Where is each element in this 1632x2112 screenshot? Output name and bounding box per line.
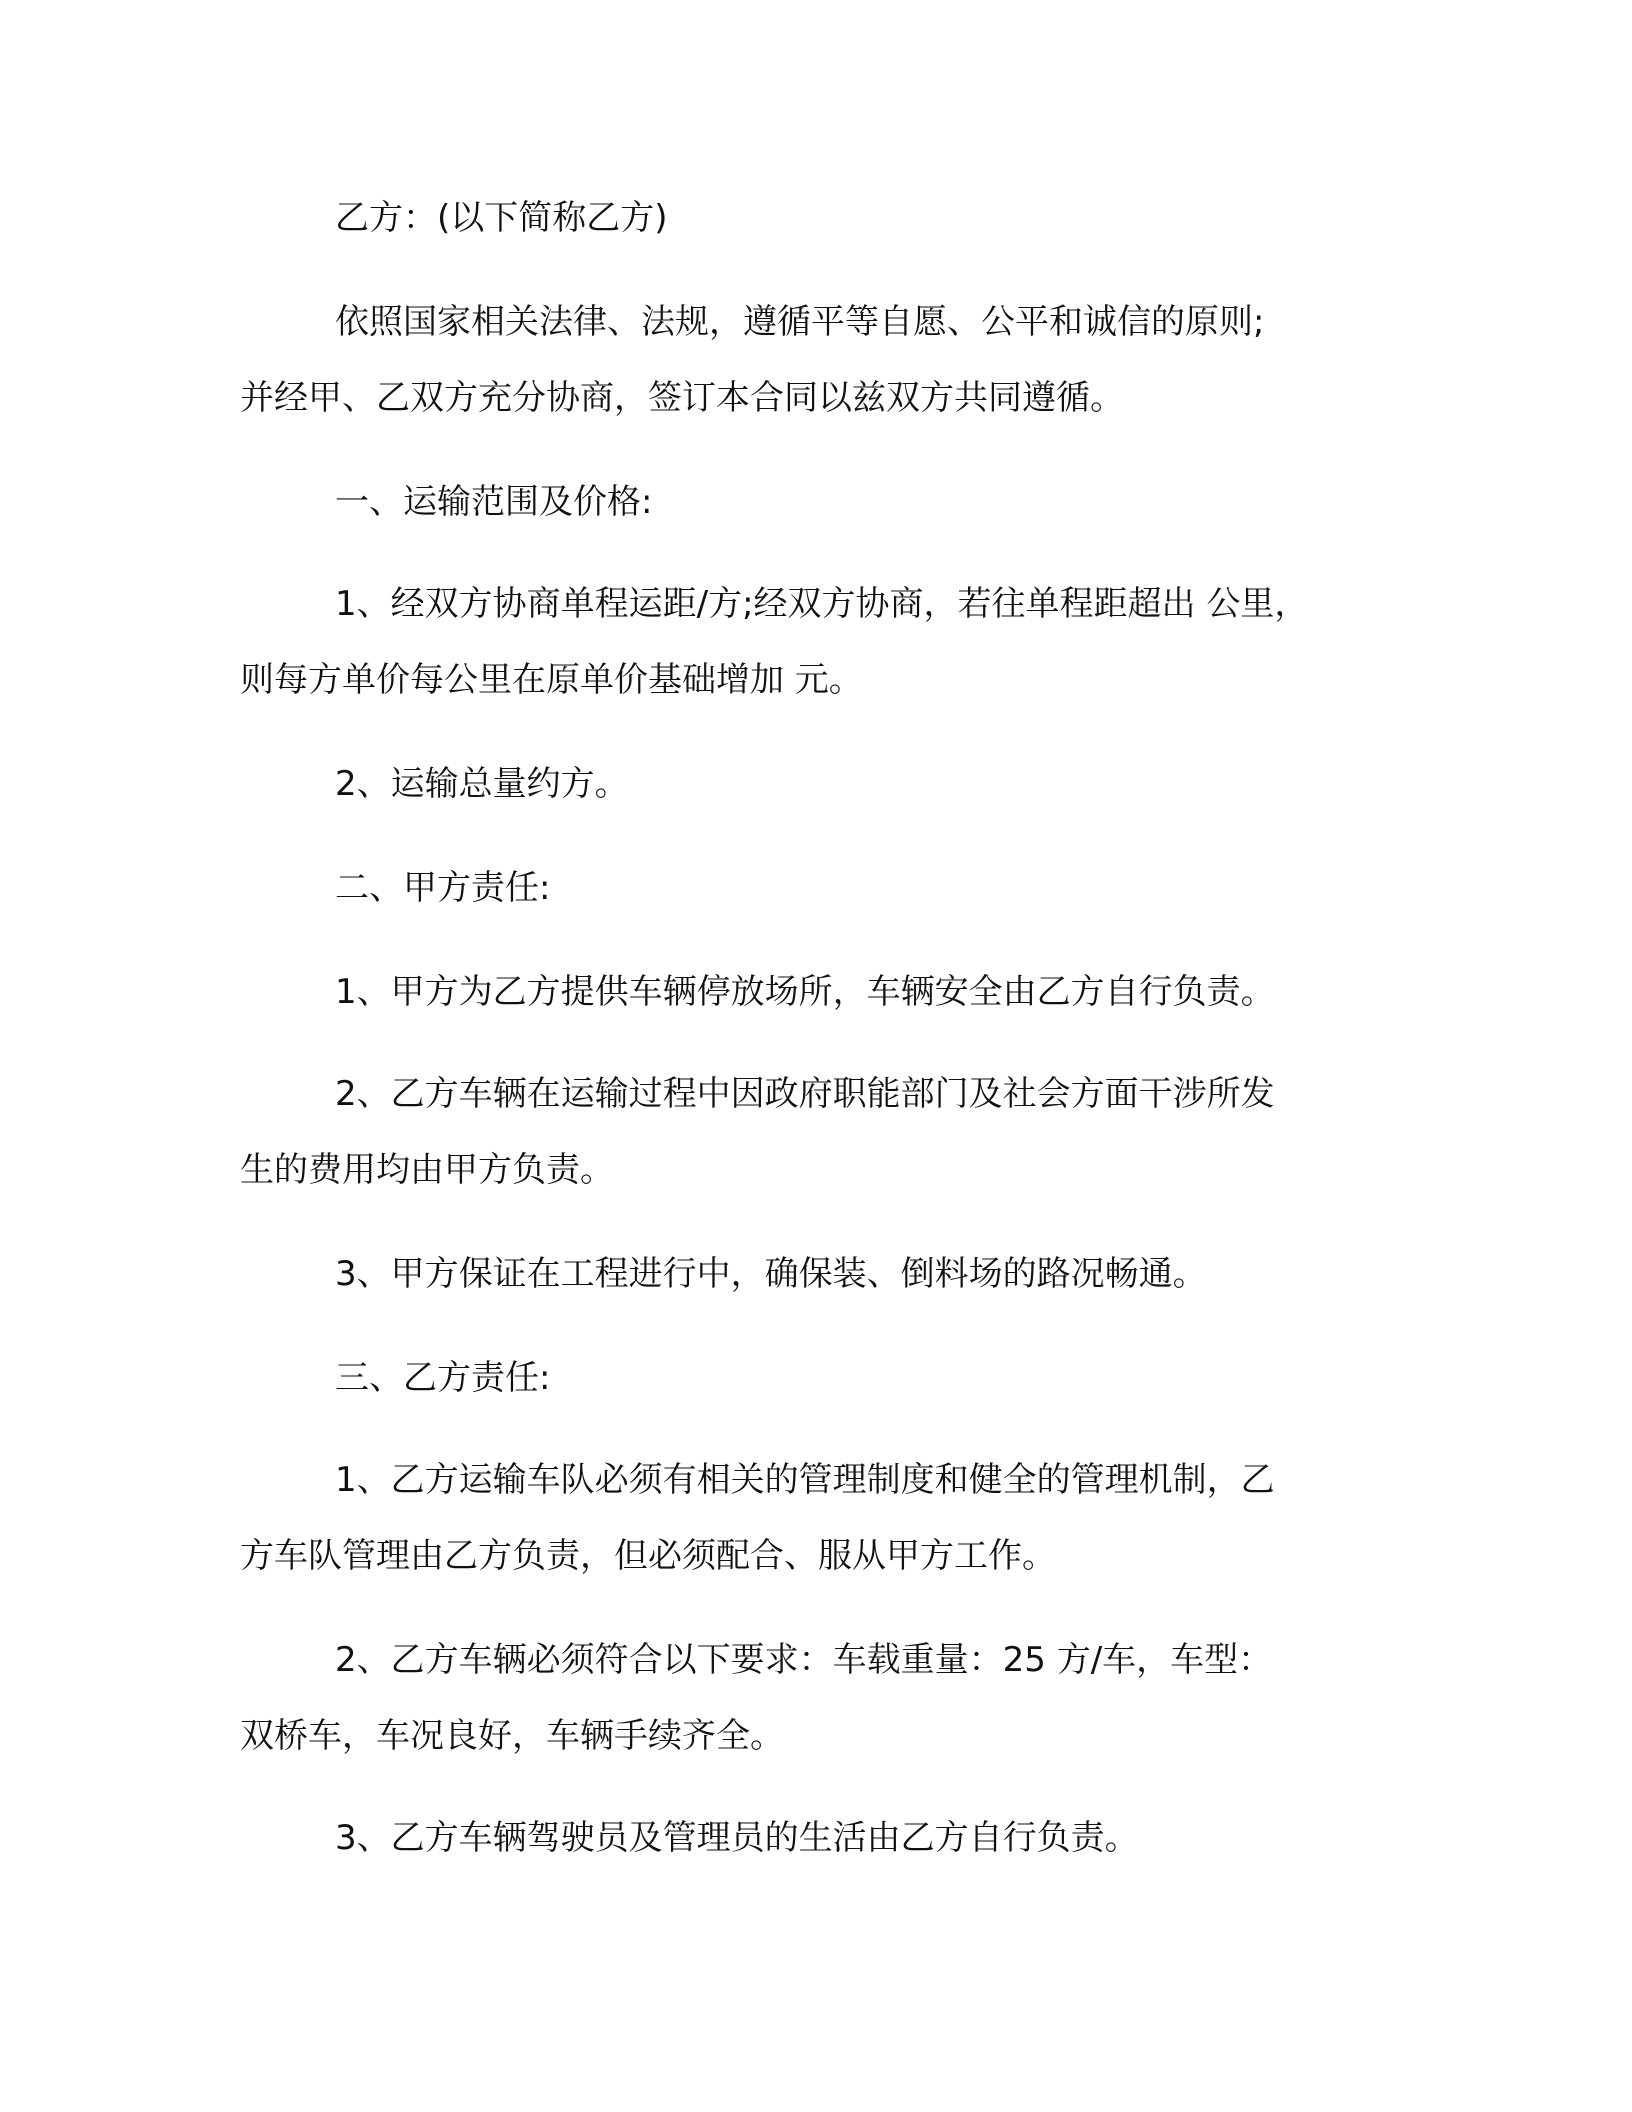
text-line: 二、甲方责任:	[335, 868, 551, 908]
text-line: 3、乙方车辆驾驶员及管理员的生活由乙方自行负责。	[335, 1818, 1139, 1858]
text-line: 方车队管理由乙方负责，但必须配合、服从甲方工作。	[240, 1536, 1056, 1576]
clause-2-1	[240, 954, 1390, 1030]
clause-2-3	[240, 1236, 1390, 1312]
text-line: 则每方单价每公里在原单价基础增加 元。	[240, 660, 863, 700]
section-heading-1	[240, 464, 1390, 540]
text-line: 乙方：(以下简称乙方)	[335, 198, 668, 238]
text-line: 双桥车，车况良好，车辆手续齐全。	[240, 1716, 784, 1756]
text-line: 2、运输总量约方。	[335, 764, 629, 804]
clause-1-2	[240, 746, 1390, 822]
clause-2-2	[240, 1056, 1390, 1208]
section-heading-3	[240, 1340, 1390, 1416]
clause-3-1	[240, 1442, 1390, 1594]
text-line: 生的费用均由甲方负责。	[240, 1150, 614, 1190]
clause-1-1	[240, 566, 1390, 718]
clause-3-2	[240, 1622, 1390, 1774]
preamble-paragraph	[240, 284, 1390, 436]
clause-3-3	[240, 1800, 1390, 1876]
text-line: 3、甲方保证在工程进行中，确保装、倒料场的路况畅通。	[335, 1254, 1207, 1294]
text-line: 2、乙方车辆必须符合以下要求：车载重量：25 方/车，车型：	[335, 1640, 1273, 1680]
text-line: 1、乙方运输车队必须有相关的管理制度和健全的管理机制，乙	[335, 1460, 1275, 1500]
text-line: 三、乙方责任:	[335, 1358, 551, 1398]
text-line: 依照国家相关法律、法规，遵循平等自愿、公平和诚信的原则;	[335, 302, 1265, 342]
text-line: 并经甲、乙双方充分协商，签订本合同以兹双方共同遵循。	[240, 378, 1124, 418]
text-line: 1、甲方为乙方提供车辆停放场所，车辆安全由乙方自行负责。	[335, 972, 1275, 1012]
text-line: 2、乙方车辆在运输过程中因政府职能部门及社会方面干涉所发	[335, 1074, 1275, 1114]
text-line: 1、经双方协商单程运距/方;经双方协商，若往单程距超出 公里，	[335, 584, 1309, 624]
section-heading-2	[240, 850, 1390, 926]
party-b-line	[240, 180, 1390, 256]
text-line: 一、运输范围及价格:	[335, 482, 653, 522]
